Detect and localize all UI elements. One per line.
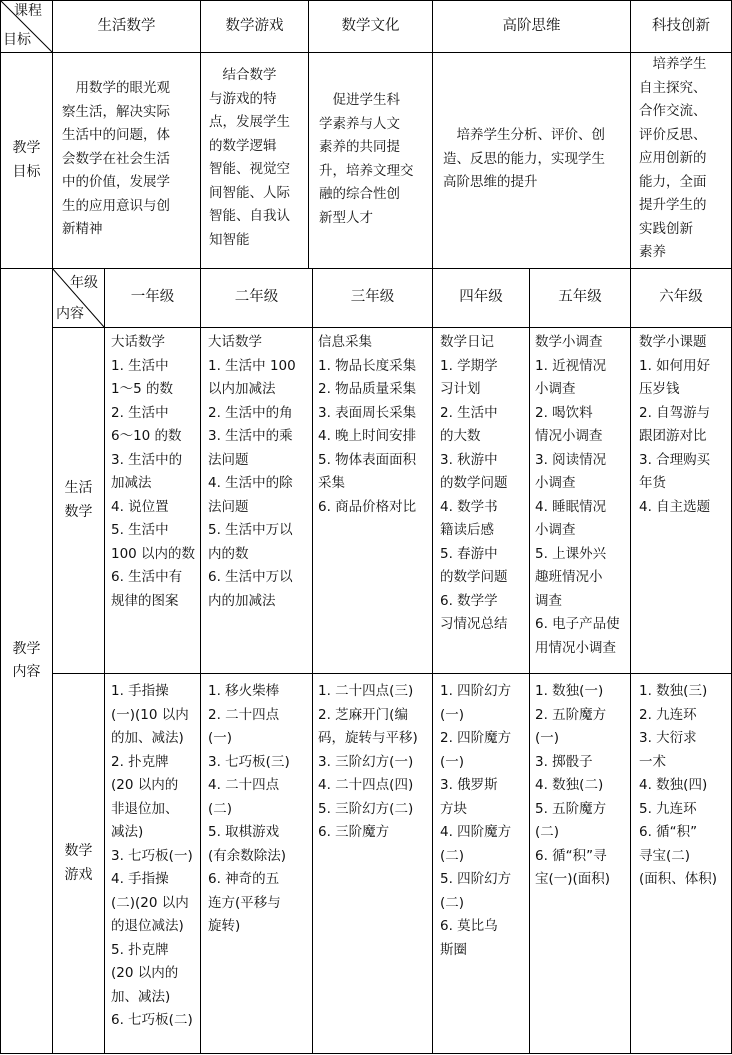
list-item: 5. 扑克牌 (20 以内的 加、减法) — [111, 941, 179, 1005]
list-item: 3. 三阶幻方(一) — [318, 753, 414, 770]
list-item: 数学小课题 — [639, 334, 707, 350]
list-item: 2. 生活中 6～10 的数 — [111, 404, 182, 444]
list-item: 大话数学 — [111, 334, 165, 350]
list-item: 4. 自主选题 — [639, 498, 711, 515]
list-item: 5. 五阶魔方 (二) — [535, 800, 607, 840]
grade-header-4: 四年级 — [459, 289, 503, 306]
list-item: 1. 数独(三) — [639, 683, 708, 699]
life-math-grade5 — [535, 331, 630, 660]
list-item: 4. 四阶魔方 (二) — [440, 824, 512, 864]
list-item: 6. 循“积”寻 宝(一)(面积) — [535, 847, 611, 887]
list-item: 3. 七巧板(一) — [111, 847, 193, 864]
list-item: 数学小调查 — [535, 334, 603, 350]
list-item: 1. 生活中 100 以内加减法 — [208, 357, 296, 397]
grade-header-3: 三年级 — [350, 289, 395, 306]
list-item: 2. 五阶魔方 (一) — [535, 706, 607, 746]
list-item: 2. 九连环 — [639, 706, 697, 723]
math-games-row-label: 数学 游戏 — [64, 843, 93, 883]
list-item: 1. 学期学 习计划 — [440, 357, 498, 397]
list-item: 3. 七巧板(三) — [208, 753, 290, 770]
life-math-grade1 — [111, 331, 200, 613]
list-item: 大话数学 — [208, 334, 262, 350]
list-item: 5. 四阶幻方 (二) — [440, 871, 512, 911]
list-item: 5. 九连环 — [639, 800, 697, 817]
list-item: 1. 生活中 1～5 的数 — [111, 357, 173, 397]
life-math-grade6 — [639, 331, 731, 519]
list-item: 2. 扑克牌 (20 以内的 非退位加、 减法) — [111, 753, 179, 840]
math-games-grade6 — [639, 680, 731, 892]
list-item: 1. 数独(一) — [535, 683, 604, 699]
list-item: 1. 近视情况 小调查 — [535, 357, 607, 397]
grade-header-1: 一年级 — [130, 289, 175, 306]
list-item: 3. 生活中的 加减法 — [111, 451, 183, 491]
list-item: 6. 数学学 习情况总结 — [440, 592, 508, 632]
course-header-math-games: 数学游戏 — [225, 17, 284, 34]
list-item: 6. 七巧板(二) — [111, 1012, 193, 1028]
col-divider-culture-thinking — [432, 0, 433, 1054]
goal-math-culture: 促进学生科 学素养与人文 素养的共同提 升，培养文理交 融的综合性创 新型人才 — [319, 92, 414, 226]
list-item: 6. 三阶魔方 — [318, 824, 390, 840]
course-header-life-math: 生活数学 — [97, 17, 156, 34]
life-math-grade4 — [440, 331, 529, 637]
course-header-tech-innovation: 科技创新 — [652, 17, 710, 34]
list-item: 信息采集 — [318, 334, 372, 350]
corner-label-course: 课程 — [14, 3, 42, 19]
list-item: 5. 生活中万以 内的数 — [208, 522, 293, 562]
col-divider-grade2-3 — [312, 268, 313, 1054]
list-item: 4. 生活中的除 法问题 — [208, 475, 293, 515]
course-header-higher-thinking: 高阶思维 — [502, 17, 561, 34]
list-item: 4. 数独(四) — [639, 777, 708, 793]
course-header-math-culture: 数学文化 — [341, 17, 400, 34]
list-item: 5. 上课外兴 趣班情况小 调查 — [535, 545, 607, 609]
life-math-row-label: 生活 数学 — [64, 480, 93, 520]
list-item: 4. 睡眠情况 小调查 — [535, 498, 607, 538]
life-math-grade2 — [208, 331, 312, 613]
math-games-grade4 — [440, 680, 529, 962]
goal-higher-thinking: 培养学生分析、评价、创 造、反思的能力，实现学生 高阶思维的提升 — [443, 127, 605, 190]
goal-tech-innovation: 培养学生 自主探究、 合作交流、 评价反思、 应用创新的 能力，全面 提升学生的 实践创新 素养 — [639, 56, 707, 260]
list-item: 6. 生活中万以 内的加减法 — [208, 569, 293, 609]
list-item: 5. 生活中 100 以内的数 — [111, 522, 196, 562]
list-item: 5. 取棋游戏 (有余数除法) — [208, 824, 287, 864]
list-item: 5. 三阶幻方(二) — [318, 800, 414, 817]
list-item: 数学日记 — [440, 334, 494, 350]
content-section-label: 教学 内容 — [12, 640, 41, 680]
list-item: 3. 掷骰子 — [535, 753, 593, 770]
table-border-bottom — [0, 1053, 732, 1054]
col-divider-life-games — [200, 0, 201, 1054]
list-item: 4. 数独(二) — [535, 777, 604, 793]
grade-header-2: 二年级 — [234, 289, 279, 306]
list-item: 1. 四阶幻方 (一) — [440, 683, 512, 723]
list-item: 3. 合理购买 年货 — [639, 451, 711, 491]
list-item: 3. 表面周长采集 — [318, 404, 417, 421]
list-item: 2. 芝麻开门(编 码，旋转与平移) — [318, 706, 418, 746]
list-item: 2. 生活中的角 — [208, 404, 293, 421]
list-item: 6. 神奇的五 连方(平移与 旋转) — [208, 871, 281, 934]
col-divider-grade4-5 — [529, 268, 530, 1054]
corner-label-grade: 年级 — [70, 275, 98, 291]
list-item: 2. 物品质量采集 — [318, 381, 417, 397]
list-item: 5. 春游中 的数学问题 — [440, 545, 508, 585]
list-item: 3. 秋游中 的数学问题 — [440, 451, 508, 491]
list-item: 4. 二十四点 (二) — [208, 777, 280, 817]
list-item: 2. 喝饮料 情况小调查 — [535, 404, 603, 444]
list-item: 3. 大衍求 一术 — [639, 730, 697, 770]
grade-header-6: 六年级 — [659, 289, 703, 306]
corner-label-content: 内容 — [56, 306, 84, 322]
list-item: 6. 莫比乌 斯圈 — [440, 918, 498, 958]
corner-label-goal: 目标 — [3, 32, 31, 48]
goal-math-games: 结合数学 与游戏的特 点，发展学生 的数学逻辑 智能、视觉空 间智能、人际 智能、自我认 知智能 — [209, 67, 290, 248]
list-item: 1. 物品长度采集 — [318, 357, 417, 374]
list-item: 6. 商品价格对比 — [318, 498, 417, 515]
list-item: 3. 俄罗斯 方块 — [440, 777, 498, 817]
math-games-grade1 — [111, 680, 200, 1033]
math-games-grade5 — [535, 680, 630, 892]
list-item: 2. 自驾游与 跟团游对比 — [639, 404, 711, 444]
list-item: 6. 循“积” 寻宝(二) (面积、体积) — [639, 824, 718, 887]
list-item: 1. 如何用好 压岁钱 — [639, 357, 711, 397]
list-item: 6. 生活中有 规律的图案 — [111, 569, 183, 609]
list-item: 4. 二十四点(四) — [318, 777, 414, 793]
list-item: 2. 生活中 的大数 — [440, 404, 498, 444]
list-item: 1. 移火柴棒 — [208, 683, 280, 699]
list-item: 4. 说位置 — [111, 498, 169, 515]
list-item: 4. 晚上时间安排 — [318, 428, 417, 444]
col-divider-thinking-tech — [630, 0, 631, 1054]
list-item: 2. 二十四点 (一) — [208, 706, 280, 746]
list-item: 4. 数学书 籍读后感 — [440, 498, 498, 538]
list-item: 3. 阅读情况 小调查 — [535, 451, 607, 491]
math-games-grade2 — [208, 680, 312, 939]
list-item: 6. 电子产品使 用情况小调查 — [535, 616, 620, 656]
grade-header-5: 五年级 — [558, 289, 602, 306]
header-row-divider — [0, 52, 732, 53]
list-item: 3. 生活中的乘 法问题 — [208, 428, 293, 468]
math-games-grade3 — [318, 680, 432, 845]
list-item: 1. 手指操 (一)(10 以内 的加、减法) — [111, 683, 189, 746]
list-item: 2. 四阶魔方 (一) — [440, 730, 512, 770]
life-math-grade3 — [318, 331, 432, 519]
sublabel-col-divider — [104, 268, 105, 1054]
list-item: 4. 手指操 (二)(20 以内 的退位减法) — [111, 871, 189, 934]
goal-life-math: 用数学的眼光观 察生活，解决实际 生活中的问题，体 会数学在社会生活 中的价值，发展学 生的应用意识与创 新精神 — [62, 80, 170, 237]
list-item: 1. 二十四点(三) — [318, 683, 414, 699]
list-item: 5. 物体表面面积 采集 — [318, 451, 417, 491]
goals-row-label: 教学 目标 — [12, 140, 41, 180]
